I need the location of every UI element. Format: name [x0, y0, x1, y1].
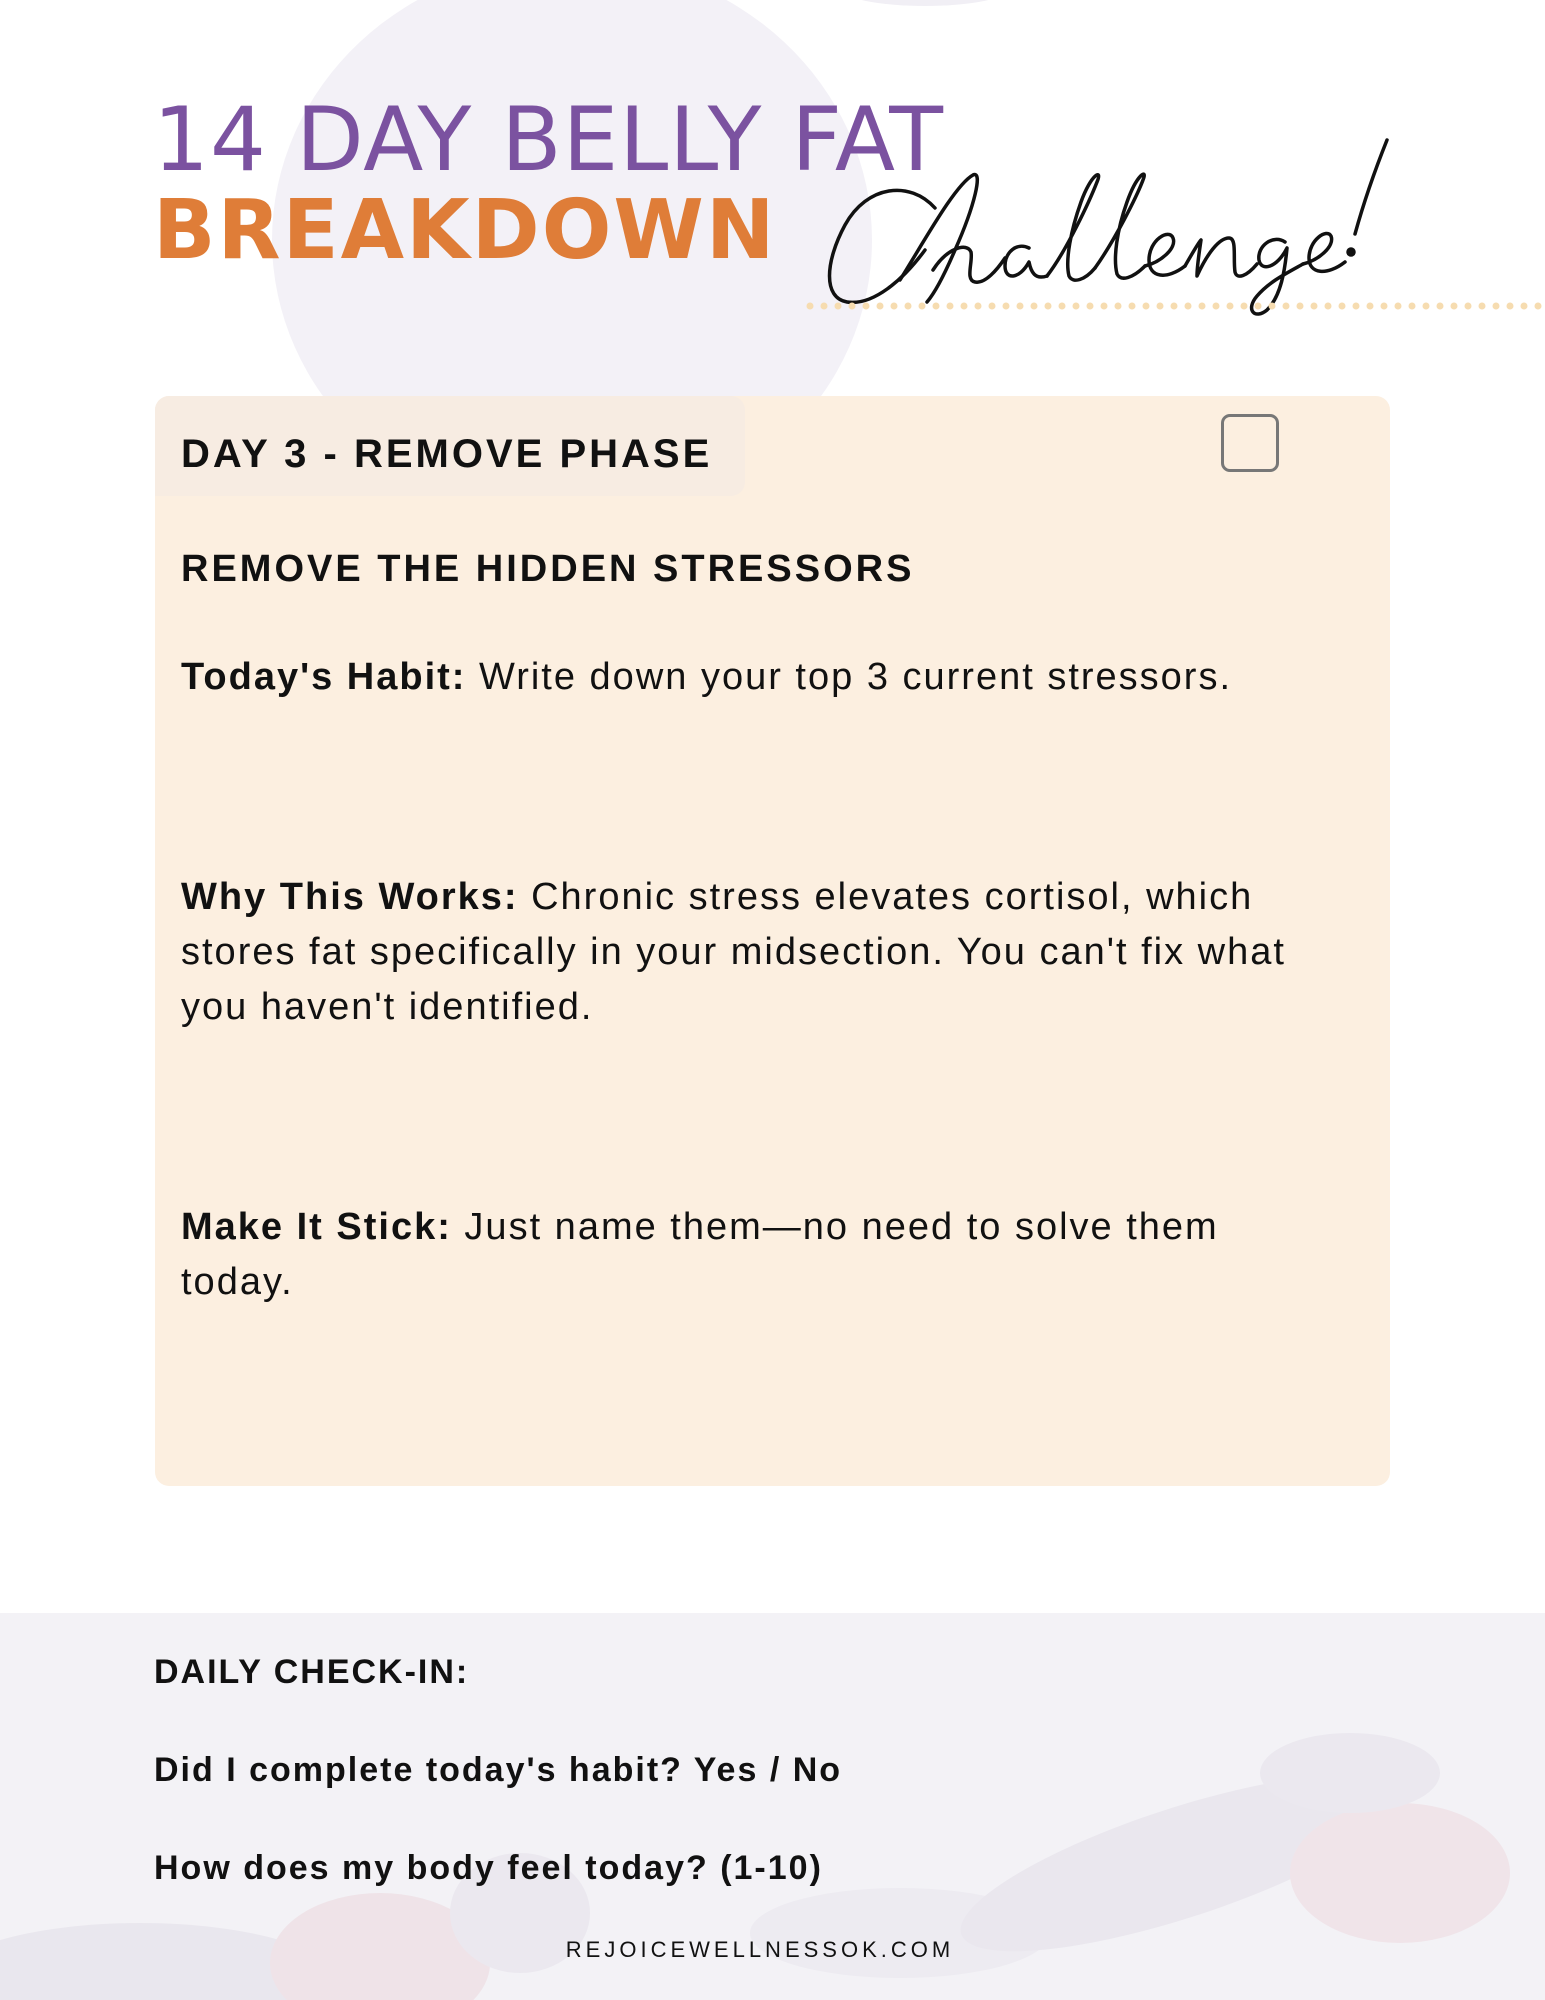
why-this-works-paragraph	[181, 870, 1301, 1035]
make-it-stick-label: Make It Stick:	[181, 1206, 452, 1248]
title-line-2: BREAKDOWN	[153, 183, 777, 278]
todays-habit-label: Today's Habit:	[181, 656, 467, 698]
make-it-stick-text: Just name them—no need to solve them today.	[181, 1206, 1219, 1303]
website-footer: REJOICEWELLNESSOK.COM	[565, 1937, 955, 1962]
checkin-question-habit: Did I complete today's habit? Yes / No	[154, 1751, 843, 1789]
todays-habit-paragraph	[181, 650, 1301, 705]
checkin-title: DAILY CHECK-IN:	[154, 1653, 470, 1691]
todays-habit-text: Write down your top 3 current stressors.	[466, 656, 1233, 698]
page-header	[0, 0, 1545, 330]
why-this-works-label: Why This Works:	[181, 876, 519, 918]
challenge-script-wordmark	[815, 130, 1395, 320]
dotted-divider	[806, 302, 1545, 310]
checkin-question-body-feel: How does my body feel today? (1-10)	[154, 1849, 823, 1887]
completion-checkbox[interactable]	[1221, 414, 1279, 472]
day-heading: DAY 3 - REMOVE PHASE	[181, 432, 713, 476]
title-line-1: 14 DAY BELLY FAT	[153, 88, 944, 191]
habit-card	[155, 396, 1390, 1486]
card-subtitle: REMOVE THE HIDDEN STRESSORS	[181, 548, 915, 590]
why-this-works-text: Chronic stress elevates cortisol, which stores fat specifically in your midsection. You can't fix what you haven't identified.	[181, 876, 1286, 1028]
daily-checkin-section	[0, 1613, 1545, 2000]
make-it-stick-paragraph	[181, 1200, 1301, 1310]
